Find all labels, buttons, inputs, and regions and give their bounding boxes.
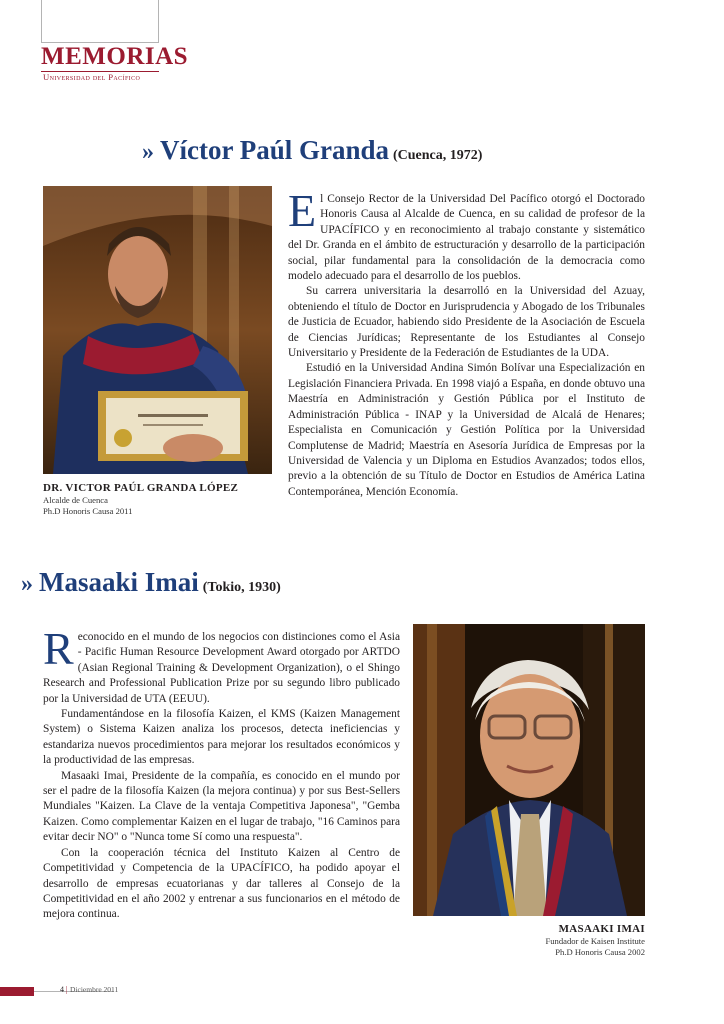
article-paragraph: Fundamentándose en la filosofía Kaizen, el KMS (Kaizen Management System) o Sistema Kaizen analiza los procesos, detecta ineficiencias y estandariza nuevos procedimientos para mejorar los resultados económicos y la productividad de las empresas. <box>43 708 400 767</box>
page-number: 4 <box>60 985 64 994</box>
article-paragraph <box>288 185 645 284</box>
caption-role: Alcalde de Cuenca <box>43 495 108 505</box>
article-paragraph: Estudió en la Universidad Andina Simón Bolívar una Especialización en Legislación Financiera Privada. En 1998 viajó a España, en donde obtuvo una Maestría en Administración y Gestión Pública por el Instituto de Administración Pública - INAP y la Universidad de Alcalá de Henares; Especialista en Comunicación y Gestión Política por la Universidad Complutense de Madrid; Maestría en Asesoría Jurídica de Empresas por la Universidad de Valencia y un Diploma en Estudios Avanzados; todos ellos, previo a la obtención de su Título de Doctor en Estudios de América Latina Contemporánea, Mención Economía. <box>288 362 645 498</box>
caption-award: Ph.D Honoris Causa 2011 <box>43 506 133 516</box>
drop-cap: E <box>288 185 317 236</box>
caption-title: MASAAKI IMAI <box>558 923 645 935</box>
caption-award: Ph.D Honoris Causa 2002 <box>555 947 645 957</box>
profile1-origin: (Cuenca, 1972) <box>393 148 483 163</box>
drop-cap: R <box>43 623 74 674</box>
footer-separator: | <box>66 985 68 994</box>
portrait-photo-icon <box>43 186 272 474</box>
masthead-frame <box>41 0 159 43</box>
profile2-caption <box>445 922 645 958</box>
magazine-subtitle: Universidad del Pacífico <box>43 72 141 82</box>
profile2-heading <box>21 566 281 604</box>
profile2-article-text <box>43 623 400 923</box>
portrait-photo-icon <box>413 624 645 916</box>
chevron-right-icon: » <box>21 571 33 597</box>
profile1-article-text <box>288 185 645 500</box>
issue-date: Diciembre 2011 <box>70 985 119 994</box>
profile1-caption <box>43 481 283 517</box>
paragraph-text: l Consejo Rector de la Universidad Del Pacífico otorgó el Doctorado Honoris Causa al Alcalde de Cuenca, en su calidad de profesor de la UPACÍFICO y en reconocimiento al trabajo constante y sistemático del Dr. Granda en el ámbito de estructuración y desarrollo de la participación social, pilar fundamental para la consolidación de la democracia como modelo adecuado para el desarrollo de los pueblos. <box>288 193 645 283</box>
caption-title: DR. VICTOR PAÚL GRANDA LÓPEZ <box>43 482 239 494</box>
profile1-heading <box>142 134 482 172</box>
article-paragraph: Masaaki Imai, Presidente de la compañía, es conocido en el mundo por ser el padre de la filosofía Kaizen (la mejora continua) y por sus Best-Sellers Mundiales "Kaizen. La Clave de la ventaja Competitiva Japonesa", "Gemba Kaizen. Como complementar Kaizen en el lugar de trabajo, "16 Caminos para evitar decir NO" o "Nunca tome Sí como una respuesta". <box>43 769 400 844</box>
article-paragraph: Con la cooperación técnica del Instituto Kaizen al Centro de Competitividad y Competencia de la UPACÍFICO, ha podido apoyar el desarrollo de empresas ecuatorianas y dar talleres al Consejo de la Competitividad en el año 2002 y entrenar a sus funcionarios en el método de mejora continua. <box>43 846 400 921</box>
profile2-origin: (Tokio, 1930) <box>202 580 281 595</box>
caption-role: Fundador de Kaisen Institute <box>545 936 645 946</box>
chevron-right-icon: » <box>142 139 154 165</box>
profile1-portrait-photo <box>43 186 272 474</box>
magazine-title: MEMORIAS <box>41 43 189 70</box>
footer-accent-bar <box>0 987 34 996</box>
article-paragraph: Su carrera universitaria la desarrolló en la Universidad del Azuay, obteniendo el título de Doctor en Jurisprudencia y Abogado de los Tribunales de Justicia de Ecuador, habiendo sido Presidente de la Asociación de Escuela de Ciencias Jurídicas; Representante de los Estudiantes al Consejo Universitario y Presidente de la Federación de Estudiantes de la UDA. <box>288 285 645 360</box>
profile1-name: Víctor Paúl Granda <box>160 135 389 165</box>
profile2-portrait-photo <box>413 624 645 916</box>
paragraph-text: econocido en el mundo de los negocios con distinciones como el Asia - Pacific Human Resource Development Award otorgado por ARTDO (Asian Regional Training & Development Organization), o el Shingo Research and Professional Publication Prize por su segundo libro publicado por la Universidad de UTA (EEUU). <box>43 631 400 705</box>
profile2-name: Masaaki Imai <box>39 567 199 597</box>
article-paragraph <box>43 623 400 707</box>
